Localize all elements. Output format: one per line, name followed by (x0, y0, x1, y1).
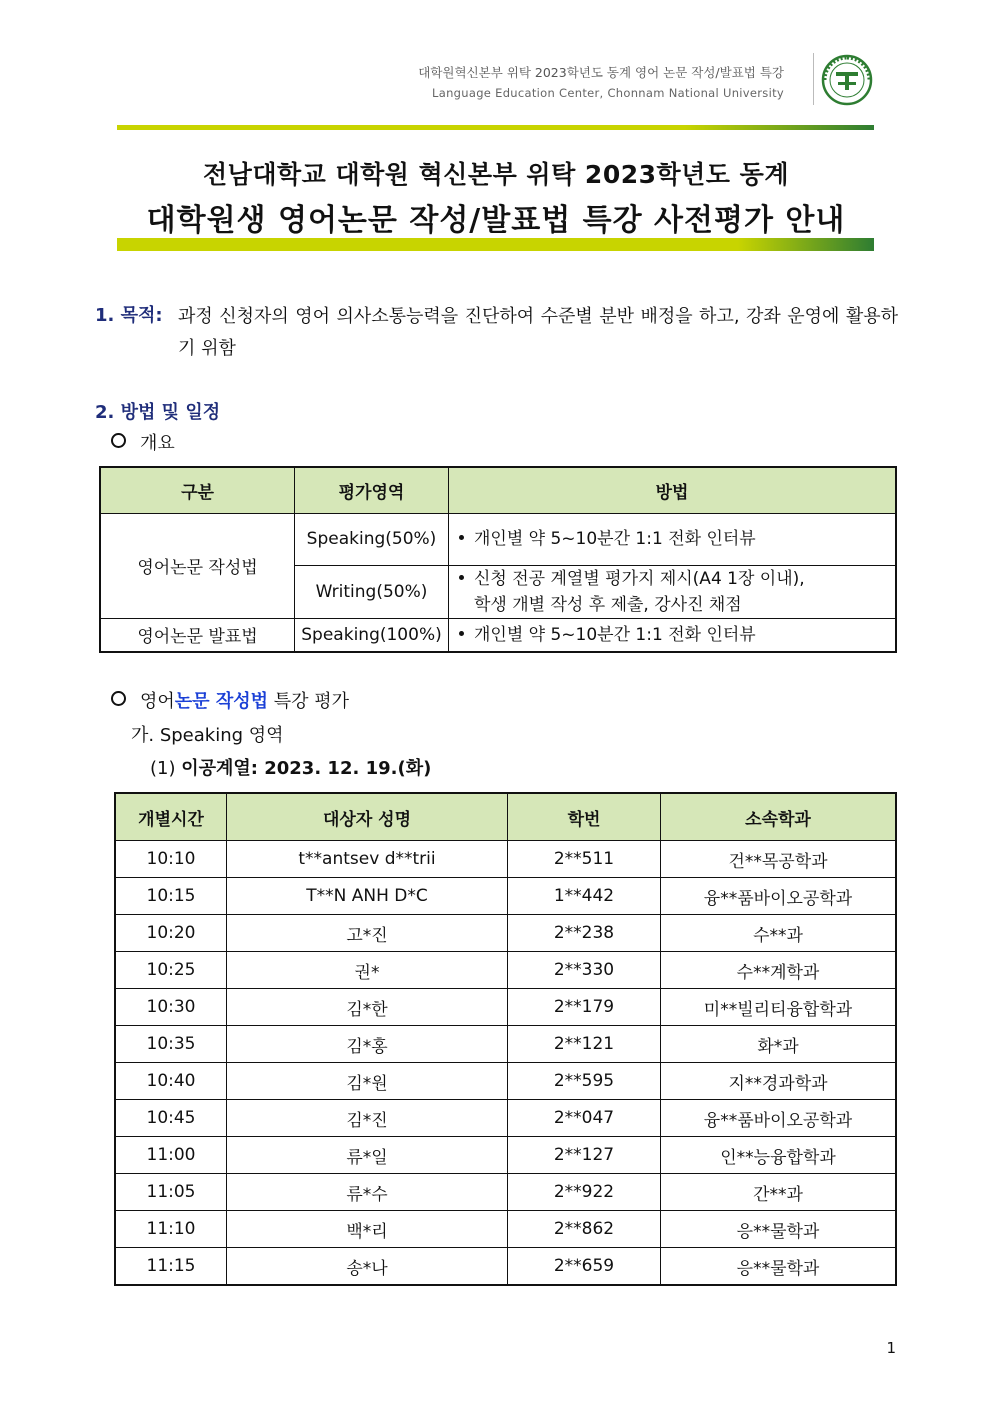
cell-student-id: 2**511 (508, 841, 661, 878)
cell-department: 융**품바이오공학과 (661, 1100, 897, 1137)
cell-name: 김*한 (227, 989, 508, 1026)
overview-group-presentation: 영어논문 발표법 (100, 618, 295, 652)
table-row (115, 952, 896, 989)
cell-name: T**N ANH D*C (227, 878, 508, 915)
cell-department: 응**물학과 (661, 1248, 897, 1286)
cell-department: 미**빌리티융합학과 (661, 989, 897, 1026)
overview-table (99, 466, 897, 653)
cell-department: 건**목공학과 (661, 841, 897, 878)
overview-method-row3: 개인별 약 5~10분간 1:1 전화 인터뷰 (449, 618, 897, 652)
overview-area-writing50: Writing(50%) (295, 565, 449, 618)
cell-time: 11:15 (115, 1248, 227, 1286)
eval-bullet: 영어논문 작성법 특강 평가 (111, 687, 349, 713)
cell-name: 김*홍 (227, 1026, 508, 1063)
cell-student-id: 1**442 (508, 878, 661, 915)
cell-department: 지**경과학과 (661, 1063, 897, 1100)
overview-method-row2: 신청 전공 계열별 평가지 제시(A4 1장 이내), 학생 개별 작성 후 제출, 강사진 채점 (449, 565, 897, 618)
cell-student-id: 2**330 (508, 952, 661, 989)
cell-department: 인**능융합학과 (661, 1137, 897, 1174)
cell-student-id: 2**047 (508, 1100, 661, 1137)
title-line1: 전남대학교 대학원 혁신본부 위탁 2023학년도 동계 (203, 160, 789, 189)
cell-time: 10:10 (115, 841, 227, 878)
overview-header-category: 구분 (100, 467, 295, 513)
cell-student-id: 2**127 (508, 1137, 661, 1174)
cell-time: 10:35 (115, 1026, 227, 1063)
hollow-circle-icon (111, 691, 126, 706)
cell-department: 수**계학과 (661, 952, 897, 989)
table-row (115, 1100, 896, 1137)
cell-name: 김*진 (227, 1100, 508, 1137)
table-row (115, 841, 896, 878)
cell-department: 융**품바이오공학과 (661, 878, 897, 915)
cell-student-id: 2**179 (508, 989, 661, 1026)
table-row (115, 1063, 896, 1100)
cell-name: 류*수 (227, 1174, 508, 1211)
cell-student-id: 2**659 (508, 1248, 661, 1286)
cell-name: 권* (227, 952, 508, 989)
section1-heading: 1. 목적: (95, 305, 163, 326)
cell-department: 화*과 (661, 1026, 897, 1063)
table-row (115, 1248, 896, 1286)
table-row (115, 1174, 896, 1211)
cell-time: 10:40 (115, 1063, 227, 1100)
eval-sub-a: 가. Speaking 영역 (131, 725, 284, 746)
cell-student-id: 2**238 (508, 915, 661, 952)
cell-department: 수**과 (661, 915, 897, 952)
overview-header-area: 평가영역 (295, 467, 449, 513)
cell-time: 10:30 (115, 989, 227, 1026)
table-row (115, 915, 896, 952)
cell-name: 류*일 (227, 1137, 508, 1174)
header-line1: 대학원혁신본부 위탁 2023학년도 동계 영어 논문 작성/발표법 특강 (418, 65, 784, 80)
cell-department: 응**물학과 (661, 1211, 897, 1248)
schedule-header-id: 학번 (508, 793, 661, 841)
cell-time: 11:10 (115, 1211, 227, 1248)
cell-time: 10:25 (115, 952, 227, 989)
schedule-header-name: 대상자 성명 (227, 793, 508, 841)
overview-label: 개요 (140, 433, 175, 454)
cell-name: 백*리 (227, 1211, 508, 1248)
table-row (115, 1026, 896, 1063)
header-accent-bar (117, 125, 874, 130)
university-seal-icon (821, 54, 873, 106)
bullet-dot-icon (459, 575, 464, 580)
hollow-circle-icon (111, 433, 126, 448)
cell-student-id: 2**595 (508, 1063, 661, 1100)
cell-name: t**antsev d**trii (227, 841, 508, 878)
header-divider (813, 53, 814, 105)
cell-student-id: 2**922 (508, 1174, 661, 1211)
eval-sub-1: (1) 이공계열: 2023. 12. 19.(화) (150, 758, 432, 779)
overview-area-speaking50: Speaking(50%) (295, 513, 449, 565)
cell-time: 10:20 (115, 915, 227, 952)
overview-header-method: 방법 (449, 467, 897, 513)
title-accent-bar (117, 238, 874, 251)
cell-time: 10:45 (115, 1100, 227, 1137)
table-row (115, 989, 896, 1026)
cell-name: 송*나 (227, 1248, 508, 1286)
page-number: 1 (886, 1339, 896, 1357)
cell-time: 11:05 (115, 1174, 227, 1211)
section2-heading: 2. 방법 및 일정 (95, 402, 221, 423)
table-row (115, 1137, 896, 1174)
cell-department: 간**과 (661, 1174, 897, 1211)
cell-student-id: 2**121 (508, 1026, 661, 1063)
overview-group-writing: 영어논문 작성법 (100, 513, 295, 618)
cell-name: 김*원 (227, 1063, 508, 1100)
bullet-dot-icon (459, 535, 464, 540)
schedule-table (114, 792, 897, 1286)
overview-method-row1: 개인별 약 5~10분간 1:1 전화 인터뷰 (449, 513, 897, 565)
section1-body: 과정 신청자의 영어 의사소통능력을 진단하여 수준별 분반 배정을 하고, 강좌 운영에 활용하기 위함 (178, 306, 898, 359)
overview-area-speaking100: Speaking(100%) (295, 618, 449, 652)
table-row (115, 1211, 896, 1248)
table-row (115, 878, 896, 915)
cell-time: 11:00 (115, 1137, 227, 1174)
cell-time: 10:15 (115, 878, 227, 915)
bullet-dot-icon (459, 631, 464, 636)
eval-highlight: 논문 작성법 (174, 691, 268, 712)
title-line2: 대학원생 영어논문 작성/발표법 특강 사전평가 안내 (146, 203, 846, 238)
overview-bullet (111, 429, 175, 455)
header-line2: Language Education Center, Chonnam National University (432, 86, 784, 100)
cell-name: 고*진 (227, 915, 508, 952)
schedule-header-dept: 소속학과 (661, 793, 897, 841)
cell-student-id: 2**862 (508, 1211, 661, 1248)
schedule-header-time: 개별시간 (115, 793, 227, 841)
